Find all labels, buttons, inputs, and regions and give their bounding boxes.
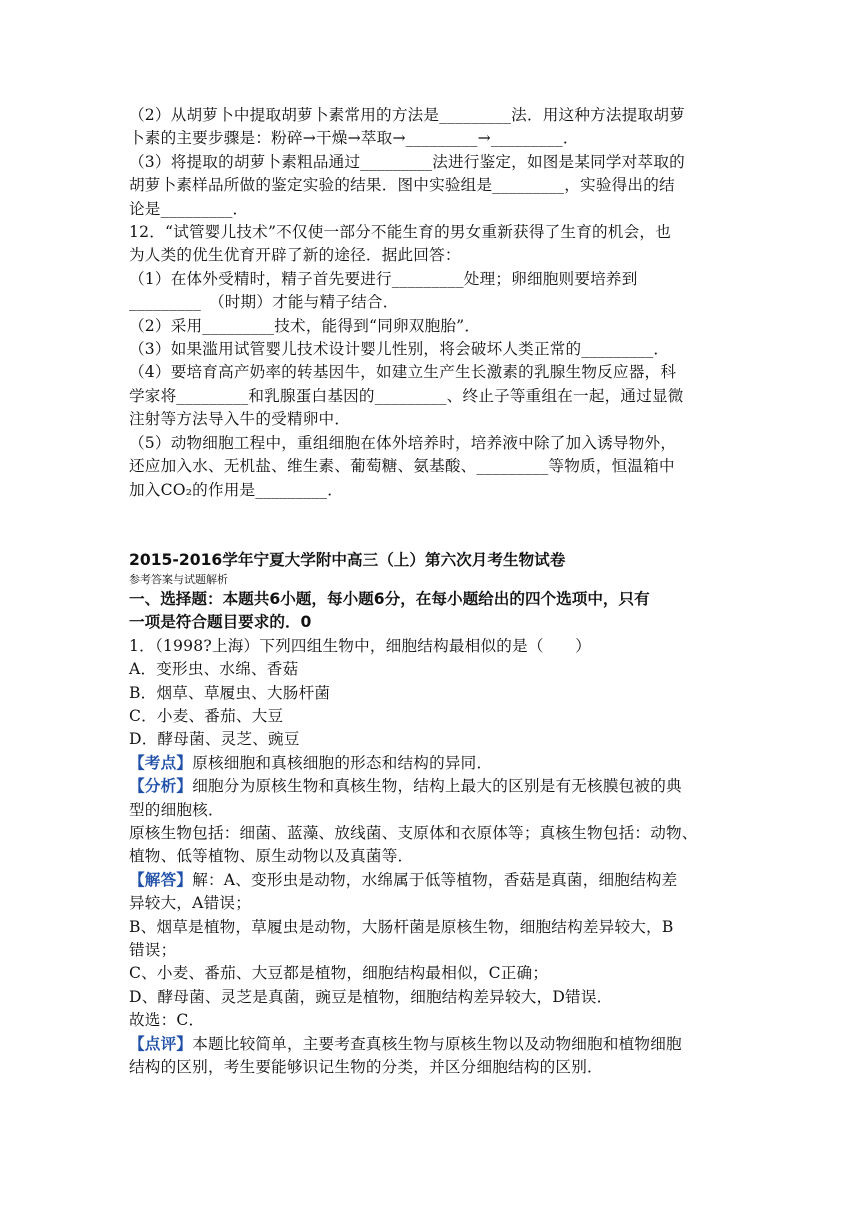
text-line: 异较大，A错误； bbox=[129, 894, 252, 913]
text-line: （2）采用_________技术，能得到“同卵双胞胎”． bbox=[129, 316, 481, 335]
jieda-tag: 【解答】 bbox=[129, 870, 193, 889]
text-line: （3）将提取的胡萝卜素粗品通过_________法进行鉴定，如图是某同学对萃取的 bbox=[129, 152, 685, 171]
text-line: （5）动物细胞工程中，重组细胞在体外培养时，培养液中除了加入诱导物外， bbox=[129, 433, 677, 452]
text-line: 加入CO₂的作用是_________． bbox=[129, 480, 344, 499]
kaodian-line bbox=[129, 752, 739, 775]
text-line: B、烟草是植物，草履虫是动物，大肠杆菌是原核生物，细胞结构差异较大，B bbox=[129, 917, 674, 936]
option-c: C．小麦、番茄、大豆 bbox=[129, 706, 284, 725]
text-line: 卜素的主要步骤是：粉碎→干燥→萃取→_________→_________． bbox=[129, 129, 579, 148]
text-line: 错误； bbox=[129, 941, 177, 959]
text-line: （4）要培育高产奶率的转基因牛，如建立生产生长激素的乳腺生物反应器，科 bbox=[129, 363, 677, 382]
text-line: 12．“试管婴儿技术”不仅使一部分不能生育的男女重新获得了生育的机会，也 bbox=[129, 223, 671, 242]
text-line: （2）从胡萝卜中提取胡萝卜素常用的方法是_________法．用这种方法提取胡萝 bbox=[129, 106, 685, 124]
text-line: 学家将_________和乳腺蛋白基因的_________、终止子等重组在一起，通过显微 bbox=[129, 386, 684, 405]
question-block-top bbox=[129, 104, 739, 502]
fenxi-text: 细胞分为原核生物和真核生物，结构上最大的区别是有无核膜包被的典 bbox=[192, 777, 682, 796]
text-line: _________ （时期）才能与精子结合． bbox=[129, 293, 399, 312]
text-line: 植物、低等植物、原生动物以及真菌等． bbox=[129, 847, 414, 866]
fenxi-line bbox=[129, 775, 739, 798]
dianping-line bbox=[129, 1033, 739, 1056]
document-subtitle: 参考答案与试题解析 bbox=[129, 572, 228, 586]
jieda-line bbox=[129, 869, 739, 892]
text-line: 原核生物包括：细菌、蓝藻、放线菌、支原体和衣原体等；真核生物包括：动物、 bbox=[129, 823, 698, 842]
text-line: D、酵母菌、灵芝是真菌，豌豆是植物，细胞结构差异较大，D错误． bbox=[129, 987, 613, 1006]
text-line: C、小麦、番茄、大豆都是植物，细胞结构最相似，C正确； bbox=[129, 964, 549, 983]
section-heading-cont: 一项是符合题目要求的．0 bbox=[129, 613, 312, 632]
text-line: 注射等方法导入牛的受精卵中． bbox=[129, 410, 351, 429]
text-line: （1）在体外受精时，精子首先要进行_________处理；卵细胞则要培养到 bbox=[129, 269, 638, 288]
text-line: 结构的区别，考生要能够识记生物的分类，并区分细胞结构的区别． bbox=[129, 1058, 603, 1077]
text-line: （3）如果滥用试管婴儿技术设计婴儿性别，将会破坏人类正常的_________． bbox=[129, 340, 670, 359]
dianping-text: 本题比较简单，主要考查真核生物与原核生物以及动物细胞和植物细胞 bbox=[192, 1034, 682, 1053]
option-d: D．酵母菌、灵芝、豌豆 bbox=[129, 730, 300, 749]
text-line: 为人类的优生优育开辟了新的途径．据此回答： bbox=[129, 246, 461, 265]
question-stem: 1．（1998?上海）下列四组生物中，细胞结构最相似的是（ ） bbox=[129, 636, 592, 655]
text-line: 还应加入水、无机盐、维生素、葡萄糖、氨基酸、_________等物质，恒温箱中 bbox=[129, 457, 675, 476]
document-title: 2015-2016学年宁夏大学附中高三（上）第六次月考生物试卷 bbox=[129, 550, 566, 569]
kaodian-tag: 【考点】 bbox=[129, 753, 193, 772]
text-line: 论是_________． bbox=[129, 199, 249, 218]
dianping-tag: 【点评】 bbox=[129, 1034, 193, 1053]
jieda-text: 解：A、变形虫是动物，水绵属于低等植物，香菇是真菌，细胞结构差 bbox=[192, 870, 678, 889]
kaodian-text: 原核细胞和真核细胞的形态和结构的异同． bbox=[192, 753, 493, 772]
document-page bbox=[129, 104, 739, 1079]
fenxi-tag: 【分析】 bbox=[129, 777, 193, 796]
text-line: 故选：C． bbox=[129, 1011, 205, 1030]
option-a: A．变形虫、水绵、香菇 bbox=[129, 660, 299, 679]
spacer bbox=[129, 502, 739, 546]
option-b: B．烟草、草履虫、大肠杆菌 bbox=[129, 683, 331, 702]
text-line: 胡萝卜素样品所做的鉴定实验的结果．图中实验组是_________，实验得出的结 bbox=[129, 176, 675, 195]
text-line: 型的细胞核． bbox=[129, 800, 224, 819]
section-heading: 一、选择题：本题共6小题，每小题6分，在每小题给出的四个选项中，只有 bbox=[129, 589, 650, 608]
